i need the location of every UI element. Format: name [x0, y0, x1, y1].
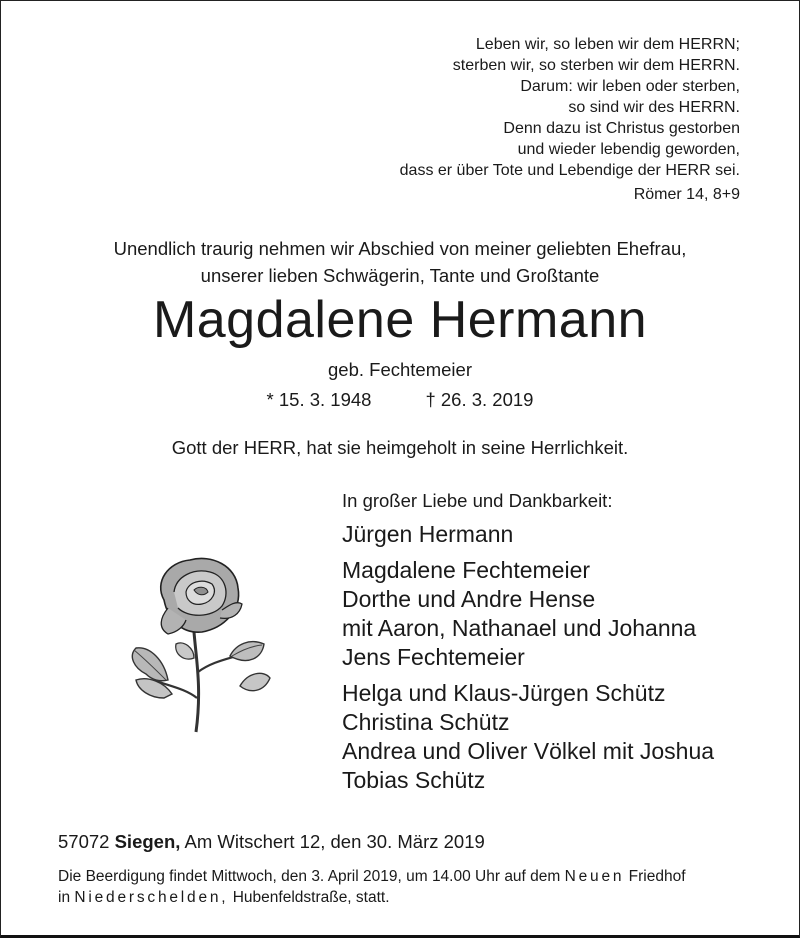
verse-line: sterben wir, so sterben wir dem HERRN. [452, 57, 740, 74]
death-date: † 26. 3. 2019 [425, 389, 534, 410]
verse-line: Leben wir, so leben wir dem HERRN; [475, 36, 740, 53]
verse-line: so sind wir des HERRN. [568, 99, 740, 116]
mourner-name: mit Aaron, Nathanael und Johanna [342, 615, 697, 641]
mourner-name: Helga und Klaus-Jürgen Schütz [342, 680, 666, 706]
postcode: 57072 [58, 831, 110, 852]
mourners-list [342, 520, 714, 802]
intro-line: unserer lieben Schwägerin, Tante und Großtante [200, 265, 600, 286]
mourner-name: Dorthe und Andre Hense [342, 586, 596, 612]
funeral-text: Die Beerdigung findet Mittwoch, den 3. April 2019, um 14.00 Uhr auf dem [58, 868, 561, 885]
verse-line: dass er über Tote und Lebendige der HERR sei. [399, 162, 740, 179]
birth-date: * 15. 3. 1948 [266, 389, 372, 410]
mourner-name: Andrea und Oliver Völkel mit Joshua [342, 738, 715, 764]
funeral-line-1 [58, 866, 686, 887]
intro-line: Unendlich traurig nehmen wir Abschied von meiner geliebten Ehefrau, [113, 238, 687, 259]
city: Siegen, [114, 831, 181, 852]
mourner-name: Christina Schütz [342, 709, 510, 735]
mourner-name: Tobias Schütz [342, 767, 486, 793]
mourner-name: Jürgen Hermann [342, 521, 514, 547]
mourner-group [342, 556, 714, 672]
verse-reference: Römer 14, 8+9 [633, 186, 740, 203]
mourner-group [342, 520, 714, 549]
address-date: Am Witschert 12, den 30. März 2019 [184, 831, 485, 852]
thanks-heading: In großer Liebe und Dankbarkeit: [342, 490, 613, 511]
funeral-line-2 [58, 887, 686, 908]
funeral-village: Niederschelden, [74, 889, 229, 906]
funeral-text-spaced: Neuen [564, 868, 625, 885]
funeral-text: Hubenfeldstraße, statt. [232, 889, 390, 906]
funeral-notice [58, 866, 686, 908]
verse-line: Darum: wir leben oder sterben, [520, 78, 740, 95]
funeral-text: in [58, 889, 71, 906]
rose-illustration [124, 548, 274, 734]
place-and-date [58, 831, 485, 853]
mourner-group [342, 679, 714, 795]
life-dates [0, 389, 800, 411]
maiden-name: geb. Fechtemeier [328, 359, 472, 380]
verse-line: und wieder lebendig geworden, [517, 141, 740, 158]
deceased-name: Magdalene Hermann [152, 291, 648, 349]
intro-text [0, 235, 800, 289]
comfort-line: Gott der HERR, hat sie heimgeholt in seine Herrlichkeit. [171, 437, 629, 458]
verse-line: Denn dazu ist Christus gestorben [503, 120, 740, 137]
mourner-name: Jens Fechtemeier [342, 644, 525, 670]
mourner-name: Magdalene Fechtemeier [342, 557, 591, 583]
funeral-text: Friedhof [628, 868, 686, 885]
bible-verse [400, 34, 740, 181]
